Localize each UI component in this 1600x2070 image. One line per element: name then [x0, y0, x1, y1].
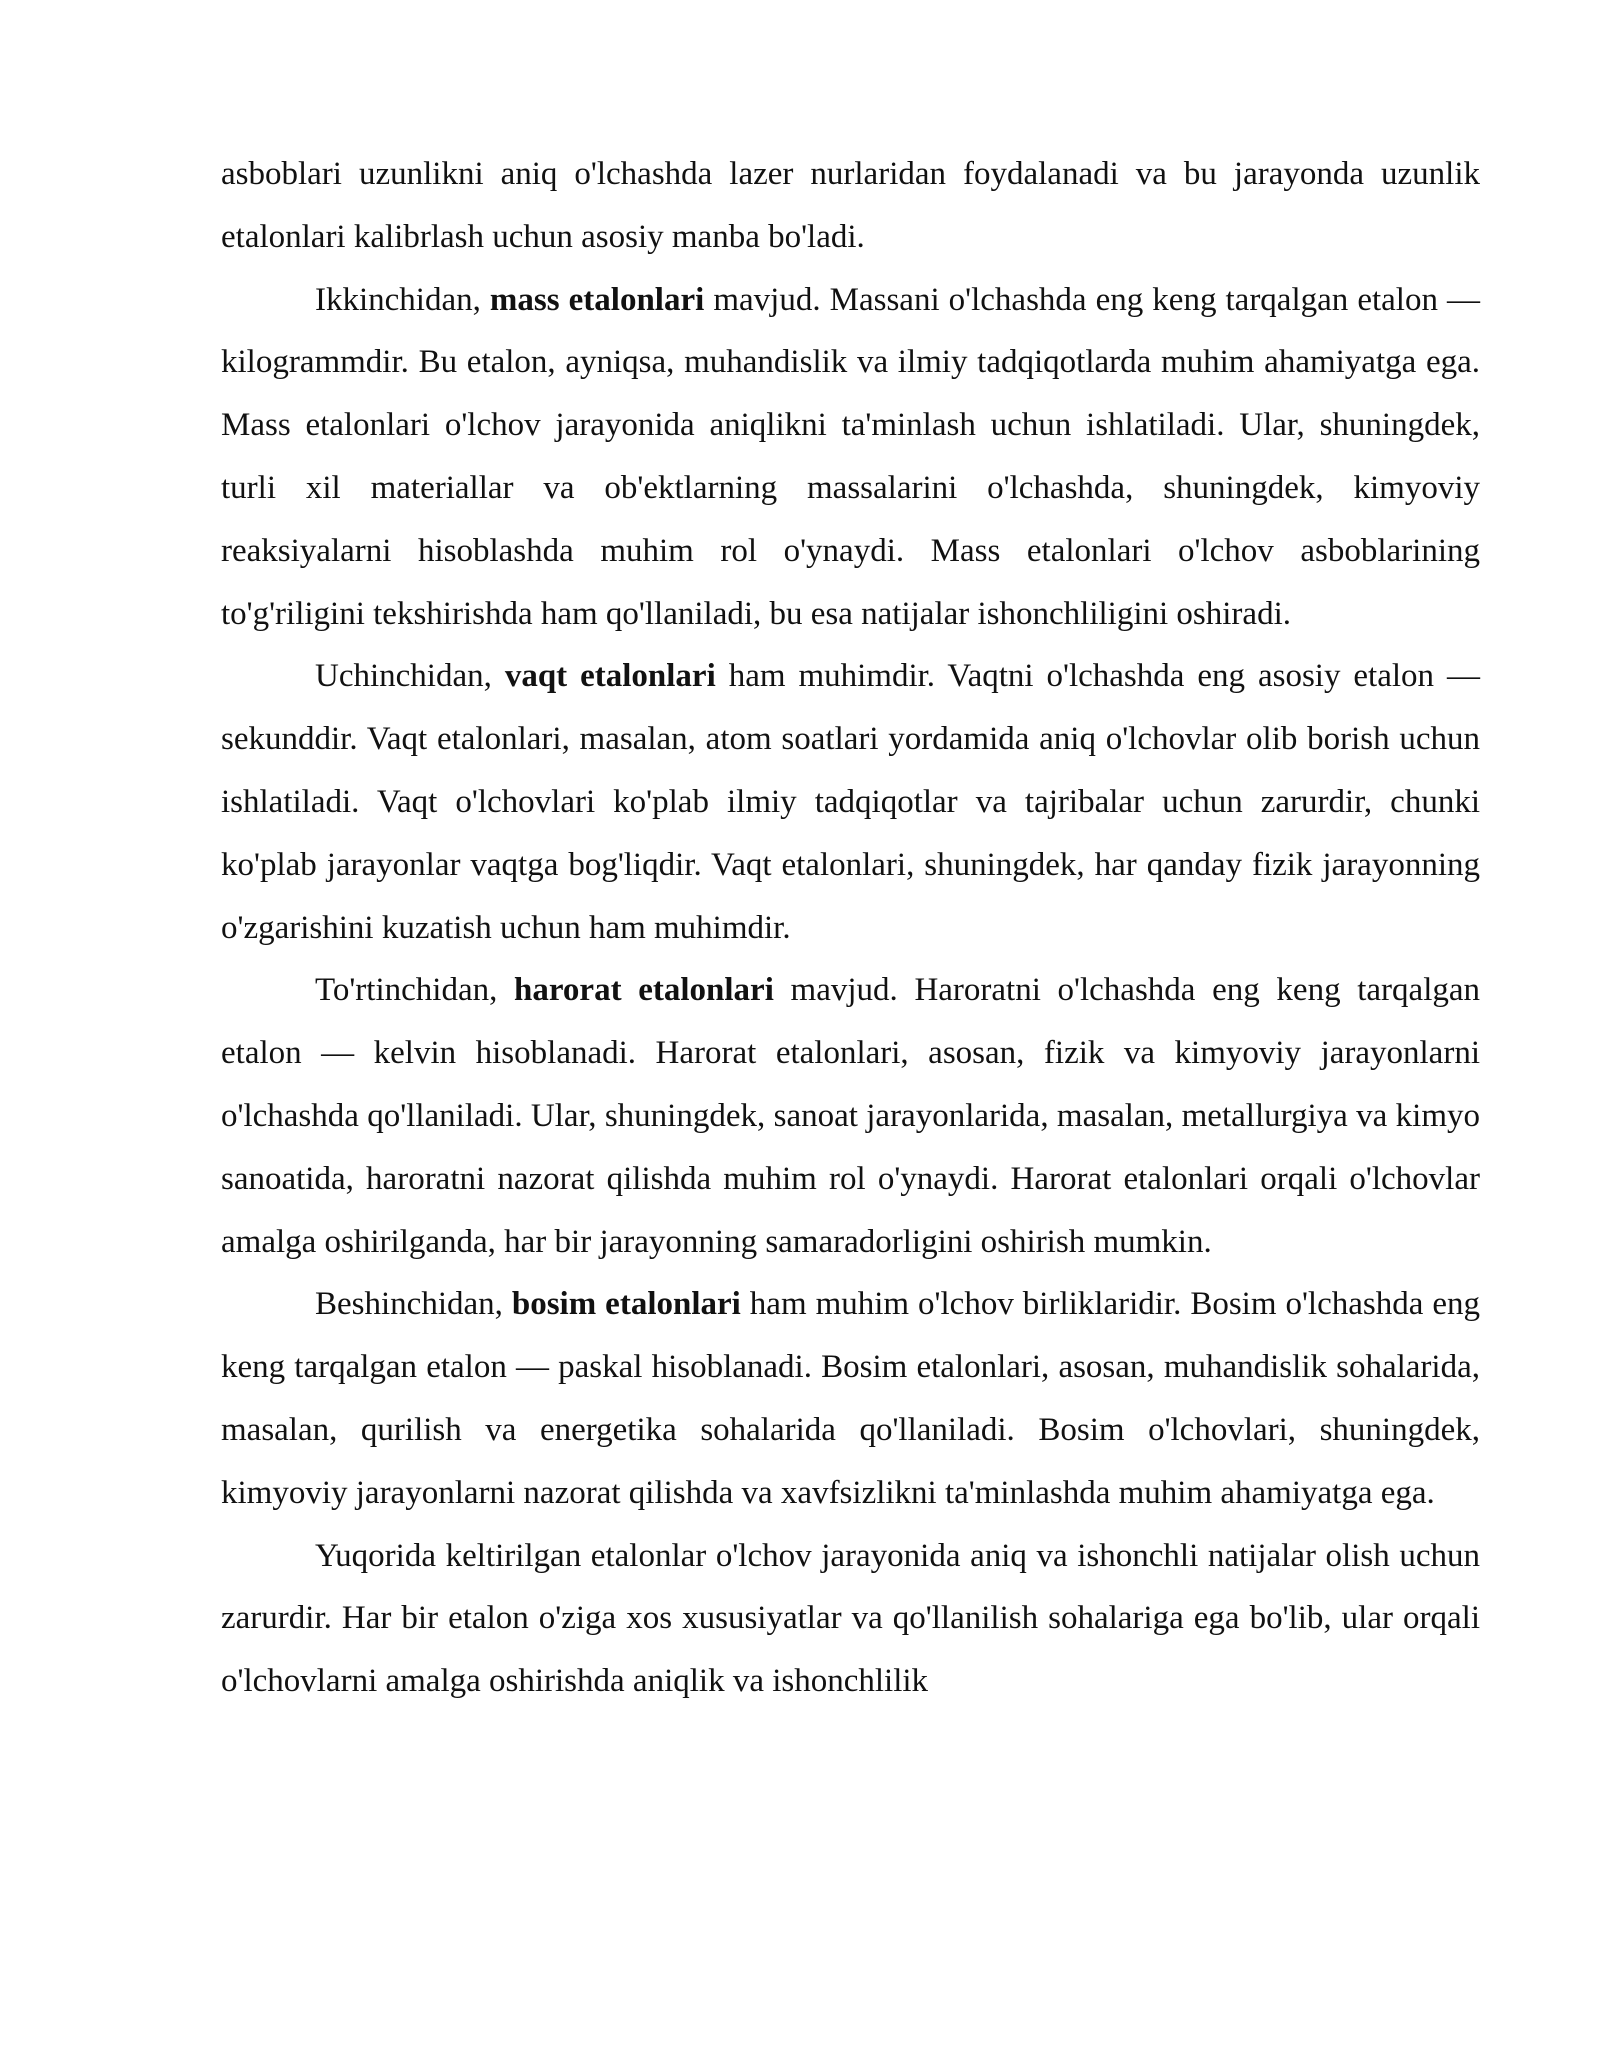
- bold-term: mass etalonlari: [489, 281, 705, 318]
- document-body: [221, 143, 1480, 1713]
- paragraph-lead-text: Uchinchidan,: [315, 658, 505, 695]
- bold-term: harorat etalonlari: [514, 972, 774, 1009]
- paragraph-harorat-etalonlari: [221, 959, 1480, 1273]
- paragraph-lead-text: Ikkinchidan,: [315, 281, 490, 318]
- bold-term: bosim etalonlari: [511, 1286, 741, 1323]
- paragraph-lead-text: Beshinchidan,: [315, 1286, 512, 1323]
- paragraph-vaqt-etalonlari: [221, 645, 1480, 959]
- paragraph-lead-text: To'rtinchidan,: [315, 972, 515, 1009]
- paragraph-body-text: ham muhim o'lchov birliklaridir. Bosim o'lchashda eng keng tarqalgan etalon — paskal hisoblanadi. Bosim etalonlari, asosan, muhandislik sohalarida, masalan, qurilish va energetika sohalarida qo'llaniladi. Bosim o'lchovlari, shuningdek, kimyoviy jarayonlarni nazorat qilishda va xavfsizlikni ta'minlashda muhim ahamiyatga ega.: [221, 1286, 1480, 1511]
- paragraph-bosim-etalonlari: [221, 1273, 1480, 1524]
- paragraph-continuation: [221, 143, 1480, 269]
- paragraph-body-text: mavjud. Haroratni o'lchashda eng keng tarqalgan etalon — kelvin hisoblanadi. Harorat etalonlari, asosan, fizik va kimyoviy jarayonlarni o'lchashda qo'llaniladi. Ular, shuningdek, sanoat jarayonlarida, masalan, metallurgiya va kimyo sanoatida, haroratni nazorat qilishda muhim rol o'ynaydi. Harorat etalonlari orqali o'lchovlar amalga oshirilganda, har bir jarayonning samaradorligini oshirish mumkin.: [221, 972, 1481, 1260]
- paragraph-mass-etalonlari: [221, 269, 1480, 646]
- paragraph-text: asboblari uzunlikni aniq o'lchashda lazer nurlaridan foydalanadi va bu jarayonda uzunlik etalonlari kalibrlash uchun asosiy manba bo'ladi.: [221, 156, 1480, 255]
- paragraph-text: Yuqorida keltirilgan etalonlar o'lchov jarayonida aniq va ishonchli natijalar olish uchun zarurdir. Har bir etalon o'ziga xos xususiyatlar va qo'llanilish sohalariga ega bo'lib, ular orqali o'lchovlarni amalga oshirishda aniqlik va ishonchlilik: [221, 1537, 1480, 1700]
- paragraph-body-text: ham muhimdir. Vaqtni o'lchashda eng asosiy etalon — sekunddir. Vaqt etalonlari, masalan, atom soatlari yordamida aniq o'lchovlar olib borish uchun ishlatiladi. Vaqt o'lchovlari ko'plab ilmiy tadqiqotlar va tajribalar uchun zarurdir, chunki ko'plab jarayonlar vaqtga bog'liqdir. Vaqt etalonlari, shuningdek, har qanday fizik jarayonning o'zgarishini kuzatish uchun ham muhimdir.: [221, 658, 1480, 946]
- bold-term: vaqt etalonlari: [504, 658, 716, 695]
- paragraph-body-text: mavjud. Massani o'lchashda eng keng tarqalgan etalon — kilogrammdir. Bu etalon, ayniqsa, muhandislik va ilmiy tadqiqotlarda muhim ahamiyatga ega. Mass etalonlari o'lchov jarayonida aniqlikni ta'minlash uchun ishlatiladi. Ular, shuningdek, turli xil materiallar va ob'ektlarning massalarini o'lchashda, shuningdek, kimyoviy reaksiyalarni hisoblashda muhim rol o'ynaydi. Mass etalonlari o'lchov asboblarining to'g'riligini tekshirishda ham qo'llaniladi, bu esa natijalar ishonchliligini oshiradi.: [221, 281, 1480, 632]
- paragraph-conclusion: [221, 1525, 1480, 1713]
